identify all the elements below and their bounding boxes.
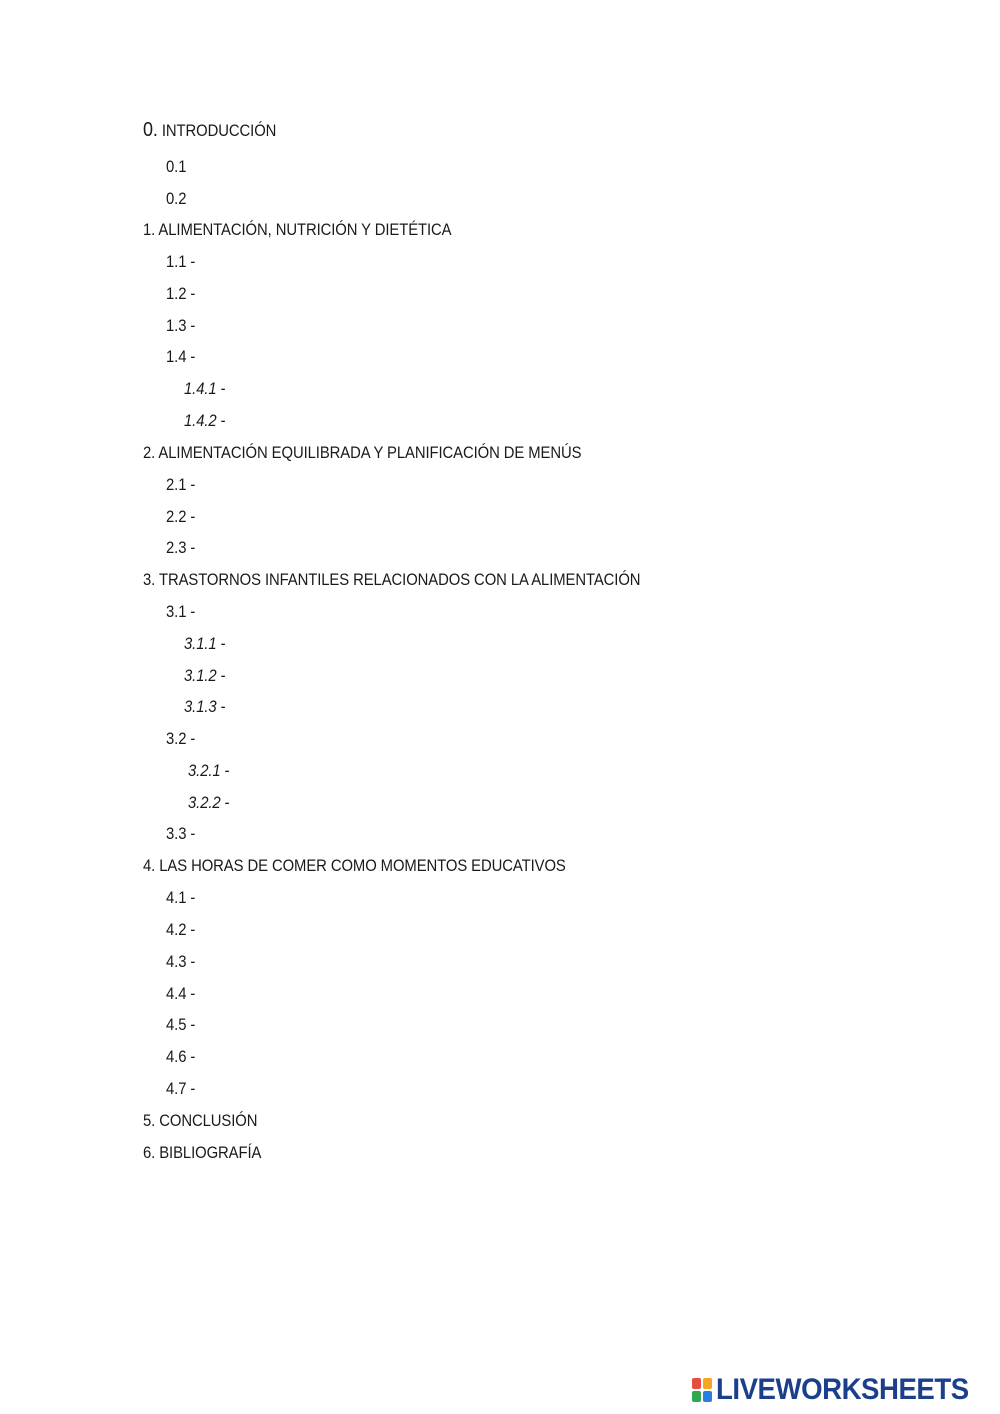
toc-item-4-3: 4.3 - (166, 953, 196, 971)
toc-item-0-2: 0.2 (166, 190, 187, 208)
toc-item-dash: - (220, 794, 230, 812)
toc-item-3-2: 3.2 - (166, 730, 196, 748)
toc-item-1-4-1-number: 1.4.1 (184, 380, 217, 398)
toc-item-3-2-1 (188, 761, 229, 781)
toc-item-3-3: 3.3 - (166, 825, 196, 843)
toc-item-4-7: 4.7 - (166, 1080, 196, 1098)
toc-item-4-2: 4.2 - (166, 921, 196, 939)
toc-item-1-4: 1.4 - (166, 348, 196, 366)
toc-chapter-5: 5. CONCLUSIÓN (143, 1112, 258, 1130)
logo-tile-e (703, 1391, 712, 1402)
toc-item-1-4-2 (184, 411, 225, 431)
liveworksheets-logo-icon (692, 1378, 712, 1402)
toc-item-4-4: 4.4 - (166, 985, 196, 1003)
toc-item-dash: - (216, 667, 226, 685)
toc-item-dash: - (220, 762, 230, 780)
toc-item-dash: - (216, 635, 226, 653)
toc-chapter-3: 3. TRASTORNOS INFANTILES RELACIONADOS CON LA ALIMENTACIÓN (143, 571, 641, 589)
toc-item-3-1: 3.1 - (166, 603, 196, 621)
toc-intro (143, 120, 276, 141)
toc-item-1-2: 1.2 - (166, 285, 196, 303)
toc-item-0-1: 0.1 (166, 158, 187, 176)
liveworksheets-wordmark: LIVEWORKSHEETS (716, 1373, 969, 1406)
toc-chapter-1: 1. ALIMENTACIÓN, NUTRICIÓN Y DIETÉTICA (143, 221, 452, 239)
toc-item-2-3: 2.3 - (166, 539, 196, 557)
toc-chapter-6: 6. BIBLIOGRAFÍA (143, 1144, 262, 1162)
toc-item-4-1: 4.1 - (166, 889, 196, 907)
logo-tile-v (692, 1391, 701, 1402)
toc-item-1-3: 1.3 - (166, 317, 196, 335)
toc-item-3-2-2-number: 3.2.2 (188, 794, 221, 812)
toc-intro-title: INTRODUCCIÓN (161, 122, 277, 140)
logo-tile-l (692, 1378, 701, 1389)
toc-item-1-1: 1.1 - (166, 253, 196, 271)
liveworksheets-brand (692, 1374, 991, 1406)
toc-item-3-1-2-number: 3.1.2 (184, 667, 217, 685)
toc-item-3-1-1 (184, 634, 225, 654)
toc-item-3-1-2 (184, 666, 225, 686)
toc-item-3-1-3-number: 3.1.3 (184, 698, 217, 716)
toc-item-2-1: 2.1 - (166, 476, 196, 494)
toc-chapter-2: 2. ALIMENTACIÓN EQUILIBRADA Y PLANIFICACIÓN DE MENÚS (143, 444, 582, 462)
toc-chapter-4: 4. LAS HORAS DE COMER COMO MOMENTOS EDUCATIVOS (143, 857, 566, 875)
toc-item-2-2: 2.2 - (166, 508, 196, 526)
toc-item-dash: - (216, 380, 226, 398)
toc-item-3-1-3 (184, 697, 225, 717)
toc-item-dash: - (216, 698, 226, 716)
logo-tile-i (703, 1378, 712, 1389)
toc-item-dash: - (216, 412, 226, 430)
toc-item-1-4-1 (184, 379, 225, 399)
toc-item-4-6: 4.6 - (166, 1048, 196, 1066)
toc-item-3-1-1-number: 3.1.1 (184, 635, 217, 653)
toc-item-4-5: 4.5 - (166, 1016, 196, 1034)
toc-item-3-2-2 (188, 793, 229, 813)
toc-item-1-4-2-number: 1.4.2 (184, 412, 217, 430)
toc-item-3-2-1-number: 3.2.1 (188, 762, 221, 780)
toc-intro-number: 0. (143, 119, 158, 141)
